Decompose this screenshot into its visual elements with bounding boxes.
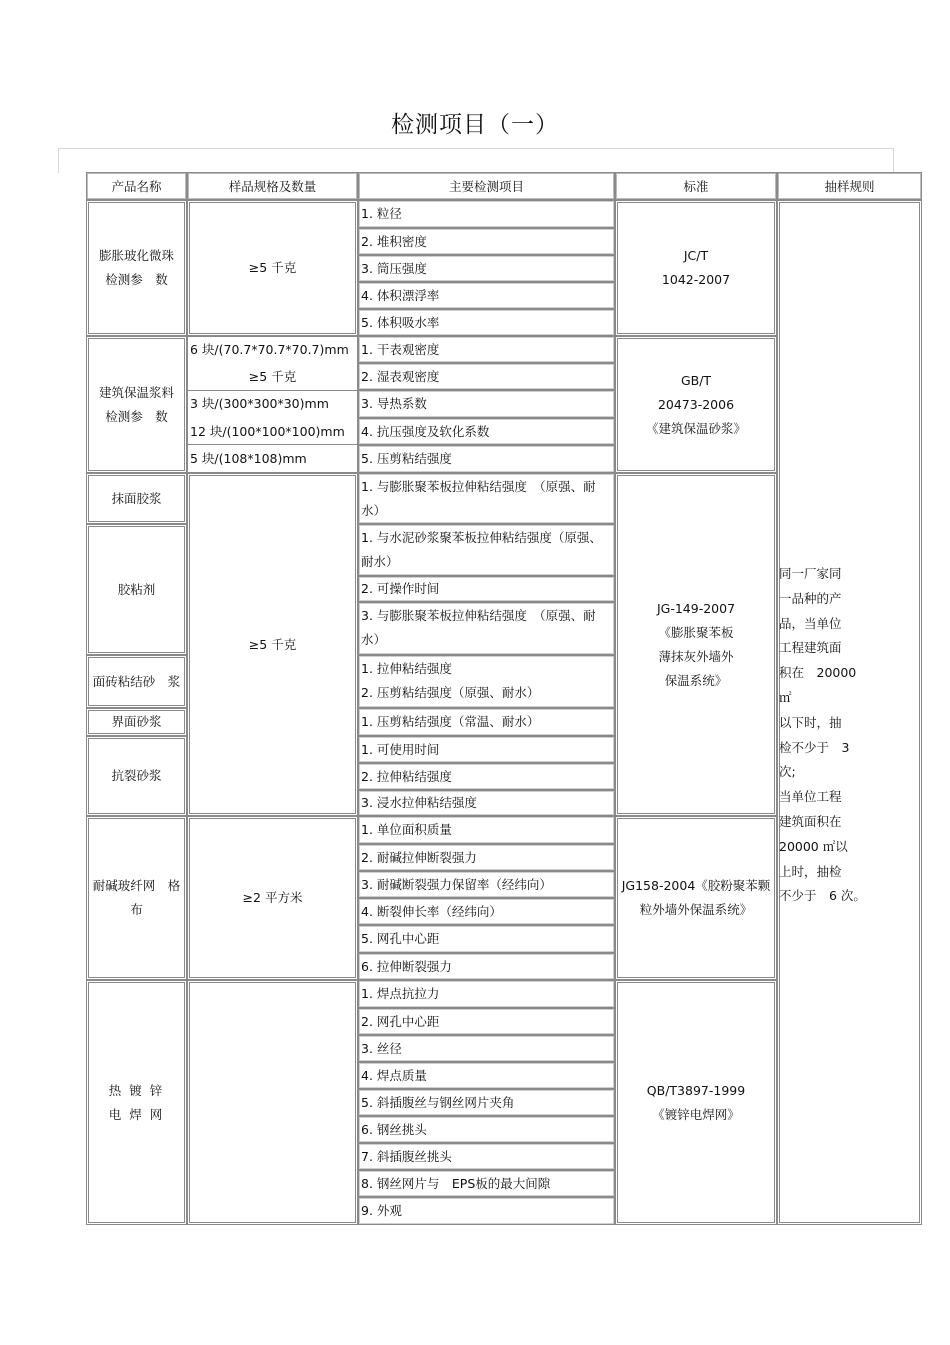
spec-cell	[187, 473, 358, 816]
product-name-line: 检测参 数	[105, 272, 168, 287]
standard-cell	[615, 336, 777, 473]
product-name-line: 布	[130, 902, 143, 917]
standard-line: 薄抹灰外墙外	[658, 648, 734, 664]
spec-text: ≥5 千克	[248, 636, 297, 652]
test-item: 3. 导热系数	[358, 390, 615, 418]
standard-line: 1042-2007	[661, 272, 731, 287]
standard-line: QB/T3897-1999	[646, 1082, 746, 1098]
test-item: 2. 耐碱拉伸断裂强力	[358, 844, 615, 871]
test-item: 1. 粒径	[358, 200, 615, 228]
sampling-rule-line: 品，当单位	[779, 615, 842, 631]
standard-line: JG-149-2007	[656, 600, 736, 616]
header-standard: 标准	[615, 172, 777, 200]
sampling-rule-line: 不少于 6 次。	[779, 888, 866, 904]
product-name-line: 电 焊 网	[108, 1106, 165, 1122]
product-cell	[86, 655, 187, 708]
standard-cell	[615, 980, 777, 1225]
standard-line: 20473-2006	[657, 396, 735, 412]
test-item: 1. 与水泥砂浆聚苯板拉伸粘结强度（原强、耐水）	[358, 524, 615, 576]
standard-line: JC/T	[683, 248, 709, 263]
product-name: 胶粘剂	[117, 581, 156, 597]
sampling-rule-line: 20000 ㎡以	[779, 838, 848, 854]
header-rule: 抽样规则	[777, 172, 922, 200]
sampling-rule-line: 工程建筑面	[779, 640, 842, 656]
header-rule	[58, 148, 894, 173]
header-product: 产品名称	[86, 172, 187, 200]
product-cell	[86, 816, 187, 980]
test-item: 3. 耐碱断裂强力保留率（经纬向）	[358, 871, 615, 898]
product-name: 界面砂浆	[111, 714, 162, 729]
test-item: 5. 压剪粘结强度	[358, 445, 615, 473]
product-name: 面砖粘结砂 浆	[92, 673, 181, 689]
product-name-line: 耐碱玻纤网 格	[92, 878, 181, 893]
test-item: 3. 丝径	[358, 1035, 615, 1062]
test-item: 3. 浸水拉伸粘结强度	[358, 790, 615, 816]
sampling-rule-line: 以下时，抽	[779, 714, 842, 730]
standard-cell	[615, 816, 777, 980]
test-item: 1. 焊点抗拉力	[358, 980, 615, 1008]
sampling-rule-line: 检不少于 3 次;	[779, 739, 850, 780]
test-item: 2. 可操作时间	[358, 576, 615, 602]
sampling-rule-line: 上时，抽检	[779, 863, 842, 879]
standard-line: 《膨胀聚苯板	[658, 624, 734, 640]
sampling-rule-text	[779, 562, 869, 909]
spec-cell	[187, 816, 358, 980]
spec-text: 12 块/(100*100*100)mm	[187, 418, 358, 445]
page-title: 检测项目（一）	[391, 112, 559, 138]
test-item: 4. 抗压强度及软化系数	[358, 418, 615, 445]
spec-divider	[187, 390, 358, 445]
test-item: 1. 可使用时间	[358, 736, 615, 763]
test-item: 1. 单位面积质量	[358, 816, 615, 844]
standard-line: JG158-2004《胶粉聚苯颗	[621, 878, 771, 893]
spec-cell	[187, 980, 358, 1225]
test-item: 2. 拉伸粘结强度	[358, 763, 615, 790]
spec-cell	[187, 200, 358, 336]
spec-text: 3 块/(300*300*30)mm	[187, 390, 358, 418]
sampling-rule-line: 积在 20000 ㎡	[779, 665, 857, 705]
product-name-line: 热 镀 锌	[108, 1082, 165, 1098]
product-cell	[86, 473, 187, 524]
header-spec: 样品规格及数量	[187, 172, 358, 200]
sampling-rule-line: 建筑面积在	[779, 813, 842, 829]
test-item: 1. 拉伸粘结强度	[361, 661, 452, 676]
standard-line: 粒外墙外保温系统》	[639, 902, 753, 917]
sampling-rule-line: 当单位工程	[779, 789, 842, 805]
spec-text: 6 块/(70.7*70.7*70.7)mm	[187, 336, 358, 363]
test-item: 6. 拉伸断裂强力	[358, 953, 615, 980]
product-cell	[86, 524, 187, 655]
test-item: 4. 体积漂浮率	[358, 282, 615, 309]
standard-line: 《建筑保温砂浆》	[645, 420, 746, 436]
test-item: 5. 体积吸水率	[358, 309, 615, 336]
product-name-line: 检测参 数	[105, 408, 168, 424]
product-cell	[86, 336, 187, 473]
test-item: 5. 网孔中心距	[358, 925, 615, 953]
test-item: 4. 断裂伸长率（经纬向）	[358, 898, 615, 925]
standard-cell	[615, 200, 777, 336]
product-name: 抹面胶浆	[111, 490, 162, 506]
test-item: 1. 与膨胀聚苯板拉伸粘结强度 （原强、耐水）	[358, 473, 615, 524]
product-cell	[86, 708, 187, 736]
sampling-rule-line: 同一厂家同	[779, 566, 842, 581]
standard-line: 保温系统》	[664, 672, 728, 688]
standard-line: GB/T	[680, 372, 712, 388]
standard-cell	[615, 473, 777, 816]
test-item: 8. 钢丝网片与 EPS板的最大间隙	[358, 1170, 615, 1197]
spec-text: ≥5 千克	[187, 363, 358, 390]
test-item: 6. 钢丝挑头	[358, 1116, 615, 1143]
test-item: 9. 外观	[358, 1197, 615, 1225]
test-item: 3. 筒压强度	[358, 255, 615, 282]
spec-text: ≥2 平方米	[242, 890, 303, 905]
test-item: 2. 压剪粘结强度（原强、耐水）	[361, 685, 540, 700]
product-cell	[86, 200, 187, 336]
test-item: 2. 网孔中心距	[358, 1008, 615, 1035]
header-items: 主要检测项目	[358, 172, 615, 200]
test-item: 7. 斜插腹丝挑头	[358, 1143, 615, 1170]
standard-line: 《镀锌电焊网》	[652, 1106, 740, 1122]
product-name-line: 膨胀玻化微珠	[98, 248, 174, 263]
sampling-rule-line: 一品种的产	[779, 590, 842, 606]
product-cell	[86, 736, 187, 816]
test-item: 2. 堆积密度	[358, 228, 615, 255]
test-item: 1. 干表观密度	[358, 336, 615, 363]
test-item: 5. 斜插腹丝与钢丝网片夹角	[358, 1089, 615, 1116]
test-item: 3. 与膨胀聚苯板拉伸粘结强度 （原强、耐水）	[358, 602, 615, 655]
test-item: 2. 湿表观密度	[358, 363, 615, 390]
product-name: 抗裂砂浆	[111, 768, 162, 783]
product-cell	[86, 980, 187, 1225]
test-item: 1. 压剪粘结强度（常温、耐水）	[358, 708, 615, 736]
spec-text: 5 块/(108*108)mm	[187, 445, 358, 473]
spec-text: ≥5 千克	[248, 260, 297, 275]
product-name-line: 建筑保温浆料	[98, 384, 174, 400]
test-item: 4. 焊点质量	[358, 1062, 615, 1089]
test-item-group	[358, 655, 615, 708]
